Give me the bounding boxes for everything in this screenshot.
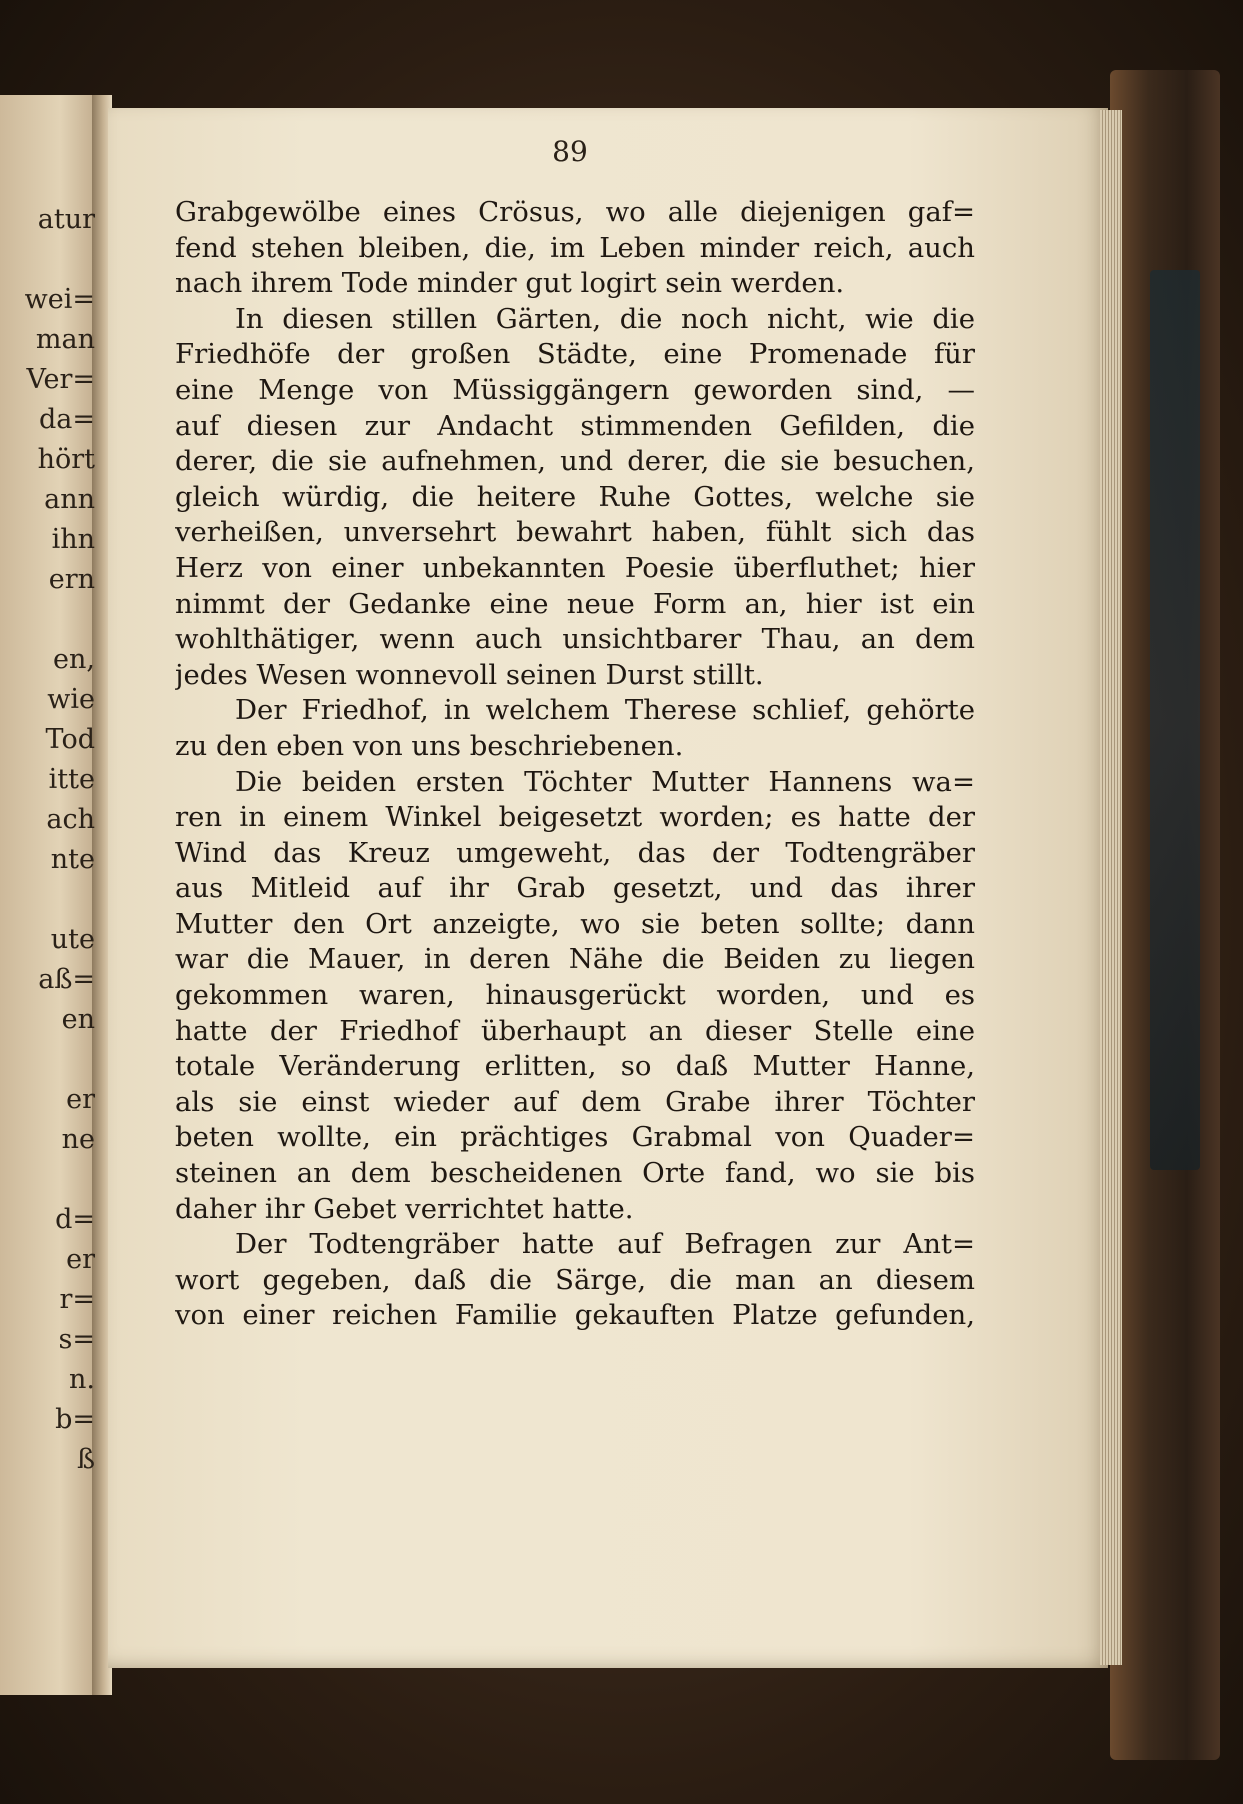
page-number: 89 — [552, 135, 588, 168]
left-page-fragment: b= — [55, 1404, 95, 1435]
text-line: nimmt der Gedanke eine neue Form an, hier ist ein — [175, 587, 975, 620]
left-page-fragment: ach — [46, 804, 95, 835]
left-page-fragment — [0, 880, 95, 920]
left-page-fragment: er — [66, 1244, 95, 1275]
text-line: zu den eben von uns beschriebenen. — [175, 729, 684, 762]
text-line: daher ihr Gebet verrichtet hatte. — [175, 1192, 634, 1225]
text-line: war die Mauer, in deren Nähe die Beiden zu liegen — [175, 943, 975, 976]
left-page-fragment — [0, 600, 95, 640]
text-line: derer, die sie aufnehmen, und derer, die sie besuchen, — [175, 445, 975, 478]
text-line: gleich würdig, die heitere Ruhe Gottes, welche sie — [175, 480, 975, 513]
left-page-fragment — [0, 240, 95, 280]
text-line: verheißen, unversehrt bewahrt haben, fühlt sich das — [175, 516, 975, 549]
text-line: Die beiden ersten Töchter Mutter Hannens wa= — [235, 765, 975, 798]
left-page-fragment: wei= — [24, 284, 95, 315]
text-line: Herz von einer unbekannten Poesie überfluthet; hier — [175, 551, 975, 584]
left-page-fragment: atur — [37, 204, 95, 235]
text-line: wohlthätiger, wenn auch unsichtbarer Thau, an dem — [175, 623, 975, 656]
left-page-fragment: en — [61, 1004, 95, 1035]
page-stack-edge — [1100, 110, 1122, 1665]
left-page-fragment: er — [66, 1084, 95, 1115]
left-page-fragment: da= — [38, 404, 95, 435]
text-line: von einer reichen Familie gekauften Platze gefunden, — [175, 1299, 975, 1332]
left-page-fragment: ern — [48, 564, 95, 595]
text-line: Der Todtengräber hatte auf Befragen zur Ant= — [235, 1228, 975, 1261]
text-line: jedes Wesen wonnevoll seinen Durst stillt. — [175, 658, 764, 691]
left-page-fragment: n. — [69, 1364, 95, 1395]
text-line: In diesen stillen Gärten, die noch nicht, wie die — [235, 302, 975, 335]
text-line: eine Menge von Müssiggängern geworden sind, — — [175, 373, 975, 406]
left-page-fragment: Tod — [45, 724, 95, 755]
text-line: gekommen waren, hinausgerückt worden, und es — [175, 979, 975, 1012]
text-line: steinen an dem bescheidenen Orte fand, wo sie bis — [175, 1157, 975, 1190]
left-page-fragment: ne — [61, 1124, 95, 1155]
text-line: totale Veränderung erlitten, so daß Mutter Hanne, — [175, 1050, 975, 1083]
text-line: als sie einst wieder auf dem Grabe ihrer Töchter — [175, 1085, 975, 1118]
left-page-fragment: s= — [58, 1324, 95, 1355]
left-page-fragment: ihn — [51, 524, 95, 555]
text-line: nach ihrem Tode minder gut logirt sein werden. — [175, 267, 845, 300]
left-page-fragment: ß — [76, 1444, 95, 1475]
left-page-fragment: itte — [48, 764, 95, 795]
left-page-fragment: r= — [59, 1284, 95, 1315]
text-line: fend stehen bleiben, die, im Leben minder reich, auch — [175, 231, 975, 264]
text-line: wort gegeben, daß die Särge, die man an diesem — [175, 1263, 975, 1296]
text-line: beten wollte, ein prächtiges Grabmal von Quader= — [175, 1121, 975, 1154]
left-page-fragment: en, — [53, 644, 95, 675]
left-page-fragment: aß= — [38, 964, 95, 995]
left-page-fragment — [0, 1160, 95, 1200]
text-line: Mutter den Ort anzeigte, wo sie beten sollte; dann — [175, 907, 975, 940]
text-line: aus Mitleid auf ihr Grab gesetzt, und das ihrer — [175, 872, 975, 905]
left-page-fragment: ute — [50, 924, 95, 955]
page-body-text — [175, 195, 975, 1334]
text-line: Friedhöfe der großen Städte, eine Promenade für — [175, 338, 975, 371]
left-page-fragment — [0, 1040, 95, 1080]
left-page-fragment: man — [35, 324, 95, 355]
text-line: Wind das Kreuz umgeweht, das der Todtengräber — [175, 836, 975, 869]
left-page-fragment: wie — [47, 684, 95, 715]
left-page-fragment: Ver= — [26, 364, 95, 395]
text-line: Der Friedhof, in welchem Therese schlief, gehörte — [235, 694, 975, 727]
text-line: hatte der Friedhof überhaupt an dieser Stelle eine — [175, 1014, 975, 1047]
book-cover-edge — [1110, 70, 1220, 1760]
text-line: ren in einem Winkel beigesetzt worden; es hatte der — [175, 801, 975, 834]
text-line: auf diesen zur Andacht stimmenden Gefilden, die — [175, 409, 975, 442]
left-page-fragment: nte — [50, 844, 95, 875]
left-page-fragment: d= — [55, 1204, 95, 1235]
text-line: Grabgewölbe eines Crösus, wo alle diejenigen gaf= — [175, 196, 975, 228]
left-page-fragment: hört — [37, 444, 95, 475]
previous-page-text-fragments — [0, 200, 95, 1480]
left-page-fragment: ann — [44, 484, 95, 515]
